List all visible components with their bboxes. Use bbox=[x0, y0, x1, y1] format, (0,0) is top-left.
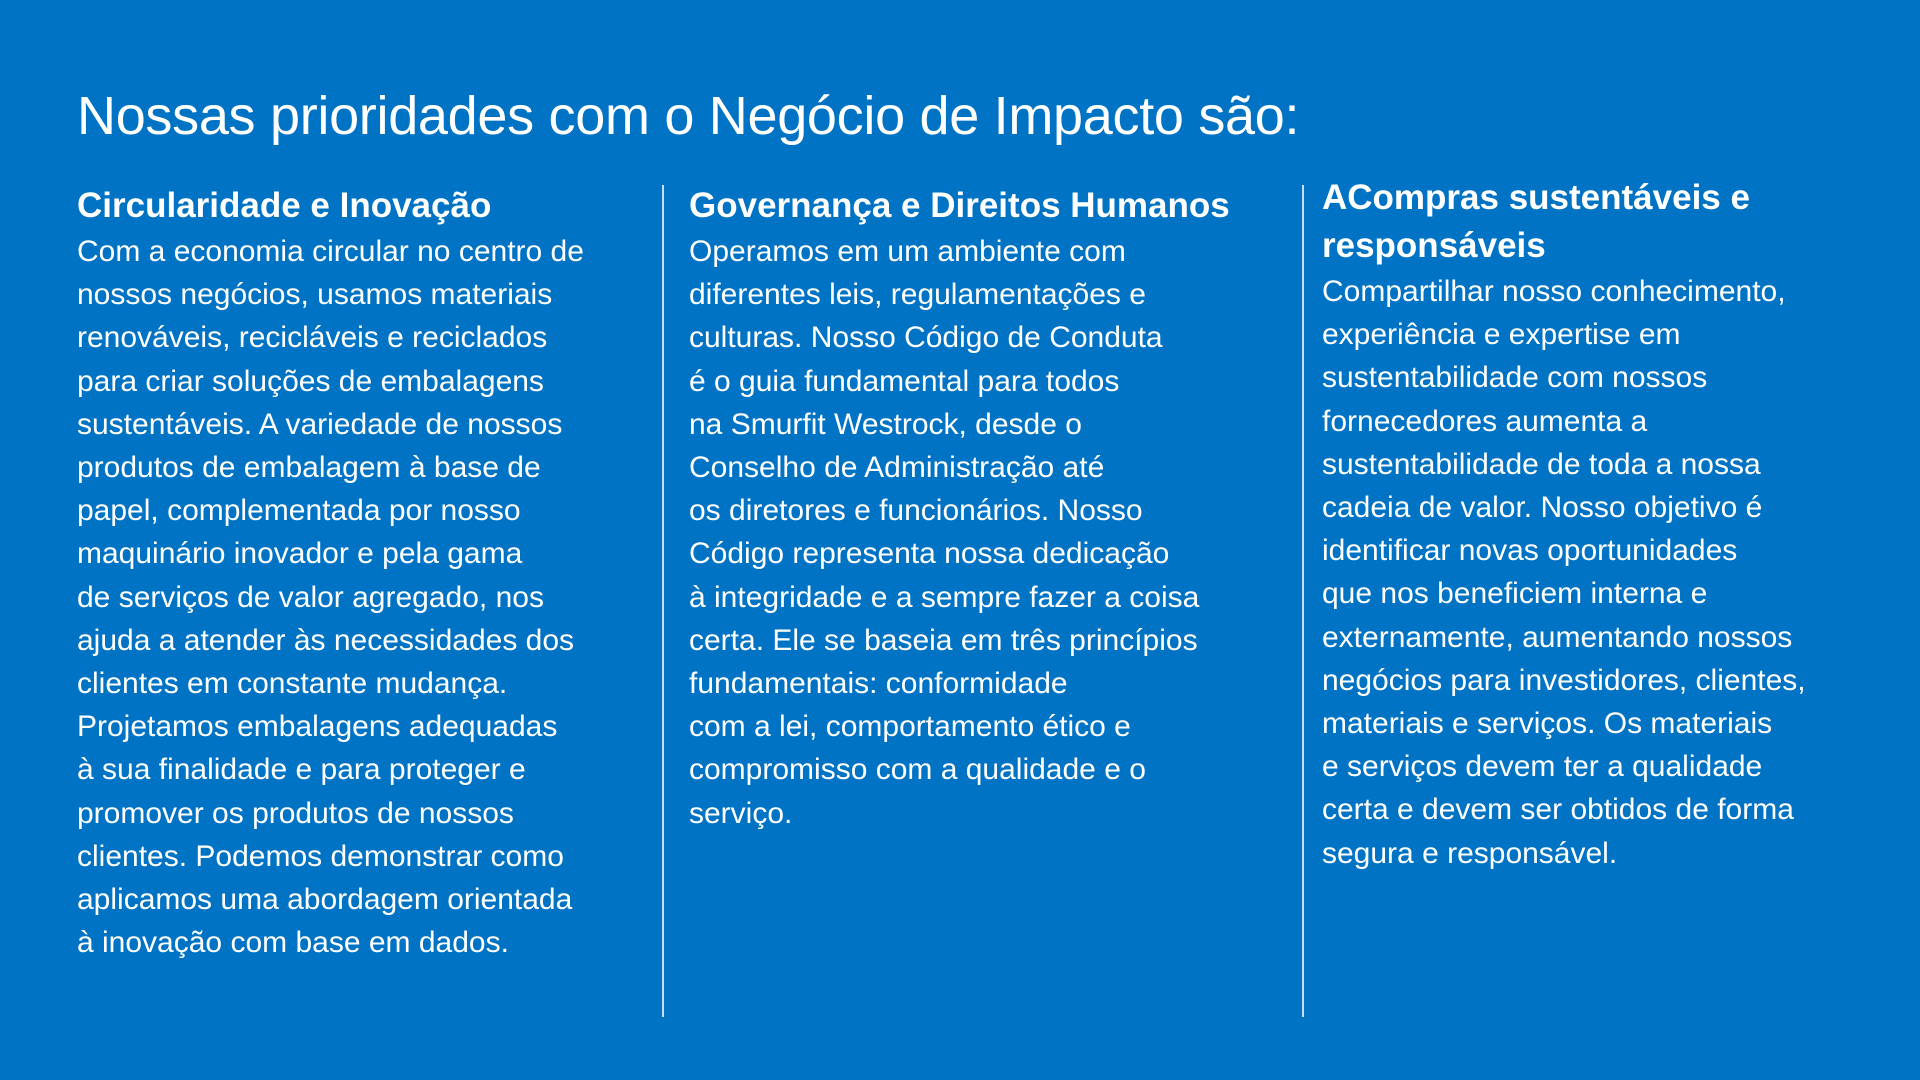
column-body: Operamos em um ambiente com diferentes leis, regulamentações e culturas. Nosso Código de Conduta é o guia fundamental para todos na Smurfit Westrock, desde o Conselho de Administração até os diretores e funcionários. Nosso Código representa nossa dedicação à integridade e a sempre fazer a coisa certa. Ele se baseia em três princípios fundamentais: conformidade com a lei, comportamento ético e compromisso com a qualidade e o serviço. bbox=[689, 235, 1200, 830]
column-body: Compartilhar nosso conhecimento, experiência e expertise em sustentabilidade com nossos fornecedores aumenta a sustentabilidade de toda a nossa cadeia de valor. Nosso objetivo é identificar novas oportunidades que nos beneficiem interna e externamente, aumentando nossos negócios para investidores, clientes, materiais e serviços. Os materiais e serviços devem ter a qualidade certa e devem ser obtidos de forma segura e responsável. bbox=[1322, 275, 1806, 870]
page-title: Nossas prioridades com o Negócio de Impacto são: bbox=[77, 86, 1300, 146]
column-circularidade bbox=[77, 182, 657, 964]
column-governanca bbox=[689, 182, 1284, 835]
column-divider bbox=[662, 185, 664, 1017]
column-compras bbox=[1322, 174, 1897, 875]
column-heading: Governança e Direitos Humanos bbox=[689, 186, 1230, 225]
column-divider bbox=[1302, 185, 1304, 1017]
column-heading: ACompras sustentáveis e responsáveis bbox=[1322, 178, 1750, 265]
column-body: Com a economia circular no centro de nossos negócios, usamos materiais renováveis, recicláveis e reciclados para criar soluções de embalagens sustentáveis. A variedade de nossos produtos de embalagem à base de papel, complementada por nosso maquinário inovador e pela gama de serviços de valor agregado, nos ajuda a atender às necessidades dos clientes em constante mudança. Projetamos embalagens adequadas à sua finalidade e para proteger e promover os produtos de nossos clientes. Podemos demonstrar como aplicamos uma abordagem orientada à inovação com base em dados. bbox=[77, 235, 584, 960]
column-heading: Circularidade e Inovação bbox=[77, 186, 492, 225]
